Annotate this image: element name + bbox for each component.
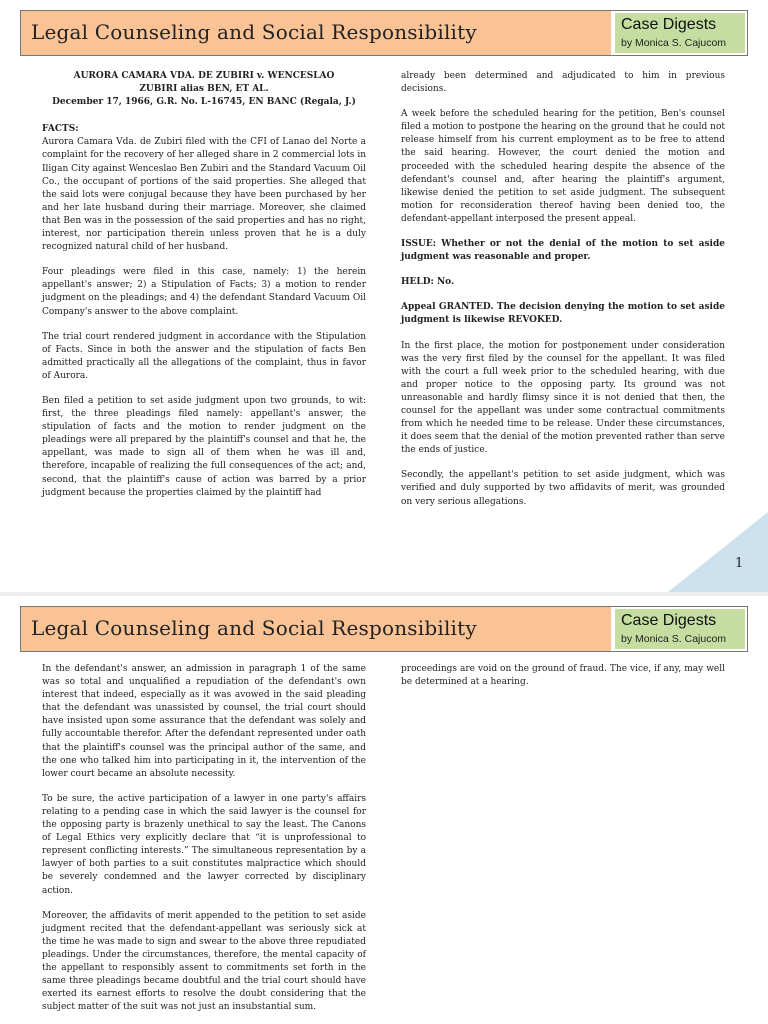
right-column xyxy=(401,70,725,521)
facts-paragraph-3: The trial court rendered judgment in accordance with the Stipulation of Facts. Since in both the answer and the stipulation of facts Ben admitted practically all the allegations of the complaint, thus in favor of Aurora. xyxy=(42,331,366,381)
left-paragraph-1: In the defendant's answer, an admission in paragraph 1 of the same was so total and unqualified a repudiation of the defendant's own interest that indeed, especially as it was avowed in the said pleading that the defendant was unassisted by counsel, the trial court should have insisted upon some assurance that the defendant was solely and fully accountable therefor. After the defendant represented under oath that the plaintiff's counsel was the principal author of the same, and the one who talked him into participating in it, the intervention of the lower court became an absolute necessity. xyxy=(42,664,366,779)
page-number: 1 xyxy=(735,556,744,571)
left-column xyxy=(42,70,366,512)
header-title: Legal Counseling and Social Responsibility xyxy=(31,20,477,44)
held-paragraph: HELD: No. xyxy=(401,277,455,288)
right-paragraph-1: already been determined and adjudicated to him in previous decisions. xyxy=(401,71,725,95)
case-digests-label: Case Digests xyxy=(621,16,717,33)
header-title: Legal Counseling and Social Responsibility xyxy=(31,616,477,640)
left-column xyxy=(42,663,366,1024)
author-label: by Monica S. Cajucom xyxy=(621,633,727,645)
facts-paragraph-1: Aurora Camara Vda. de Zubiri filed with the CFI of Lanao del Norte a complaint for the recovery of her alleged share in 2 commercial lots in Iligan City against Wenceslao Ben Zubiri and the Standard Vacuum Oil Co., the occupant of portions of the said properties. She alleged that the said lots were conjugal because they have been purchased by her and her late husband during their marriage. Moreover, she claimed that Ben was in the possession of the said properties and has no right, interest, nor participation therein unless proven that he is a duly recognized natural child of her husband. xyxy=(42,137,366,253)
page-header xyxy=(20,10,748,56)
ruling-paragraph: Appeal GRANTED. The decision denying the motion to set aside judgment is likewise REVOKED. xyxy=(401,302,725,326)
case-digests-label: Case Digests xyxy=(621,612,717,629)
right-paragraph-3: In the first place, the motion for postponement under consideration was the very first filed by the counsel for the appellant. It was filed with the court a full week prior to the scheduled hearing, with due and proper notice to the opposing party. Its ground was not unreasonable and hardly flimsy since it is not denied that then, the counsel for the appellant was under some contractual commitments from which he needed time to be release. Under these circumstances, it does seem that the denial of the motion prevented rather than serve the ends of justice. xyxy=(401,340,725,456)
document-page-2 xyxy=(0,596,768,1024)
caption-line-3: December 17, 1966, G.R. No. L-16745, EN BANC (Regala, J.) xyxy=(52,97,356,108)
header-title-box xyxy=(21,11,611,55)
author-label: by Monica S. Cajucom xyxy=(621,37,727,49)
right-paragraph-4: Secondly, the appellant's petition to set aside judgment, which was verified and duly supported by two affidavits of merit, was grounded on very serious allegations. xyxy=(401,470,725,507)
case-digests-box xyxy=(615,13,745,53)
left-paragraph-2: To be sure, the active participation of a lawyer in one party's affairs relating to a pending case in which the said lawyer is the counsel for the opposing party is brazenly unethical to say the least. The Canons of Legal Ethics very explicitly declare that “it is unprofessional to represent conflicting interests.” The simultaneous representation by a lawyer of both parties to a suit constitutes malpractice which should be severely condemned and the lawyer corrected by disciplinary action. xyxy=(42,793,366,896)
left-paragraph-3: Moreover, the affidavits of merit appended to the petition to set aside judgment recited that the defendant-appellant was seriously sick at the time he was made to sign and swear to the above three repudiated pleadings. Under the circumstances, therefore, the mental capacity of the appellant to responsibly assent to commitments set forth in the same three pleadings became doubtful and the trial court should have exerted its earnest efforts to resolve the doubt considering that the subject matter of the suit was not just an insubstantial sum. xyxy=(42,910,366,1013)
case-caption xyxy=(42,70,366,109)
header-title-box xyxy=(21,607,611,651)
facts-paragraph-2: Four pleadings were filed in this case, namely: 1) the herein appellant's answer; 2) a Stipulation of Facts; 3) a motion to render judgment on the pleadings; and 4) the defendant Standard Vacuum Oil Company's answer to the above complaint. xyxy=(42,267,366,317)
page-header xyxy=(20,606,748,652)
issue-paragraph: ISSUE: Whether or not the denial of the motion to set aside judgment was reasonable and proper. xyxy=(401,239,725,263)
facts-paragraph-4: Ben filed a petition to set aside judgment upon two grounds, to wit: first, the three pleadings filed namely: appellant's answer, the stipulation of facts and the motion to render judgment on the pleadings were all prepared by the plaintiff's counsel and that he, the appellant, was made to sign all of them when he was ill and, therefore, incapable of realizing the full consequences of the act; and, second, that the plaintiff's cause of action was barred by a prior judgment because the properties claimed by the plaintiff had xyxy=(42,395,366,498)
right-paragraph-2: A week before the scheduled hearing for the petition, Ben's counsel filed a motion to postpone the hearing on the ground that he could not release himself from his current employment as to be free to attend the said hearing. However, the court denied the motion and proceeded with the scheduled hearing despite the absence of the defendant's counsel and, after hearing the plaintiff's argument, likewise denied the petition to set aside judgment. The subsequent motion for reconsideration thereof having been denied too, the defendant-appellant interposed the present appeal. xyxy=(401,109,725,224)
right-column xyxy=(401,663,725,701)
right-paragraph-1: proceedings are void on the ground of fraud. The vice, if any, may well be determined at a hearing. xyxy=(401,664,725,688)
facts-heading: FACTS: xyxy=(42,124,79,135)
caption-line-1: AURORA CAMARA VDA. DE ZUBIRI v. WENCESLAO xyxy=(73,71,335,81)
caption-line-2: ZUBIRI alias BEN, ET AL. xyxy=(139,84,269,95)
corner-triangle-decoration xyxy=(668,512,768,592)
case-digests-box xyxy=(615,609,745,649)
